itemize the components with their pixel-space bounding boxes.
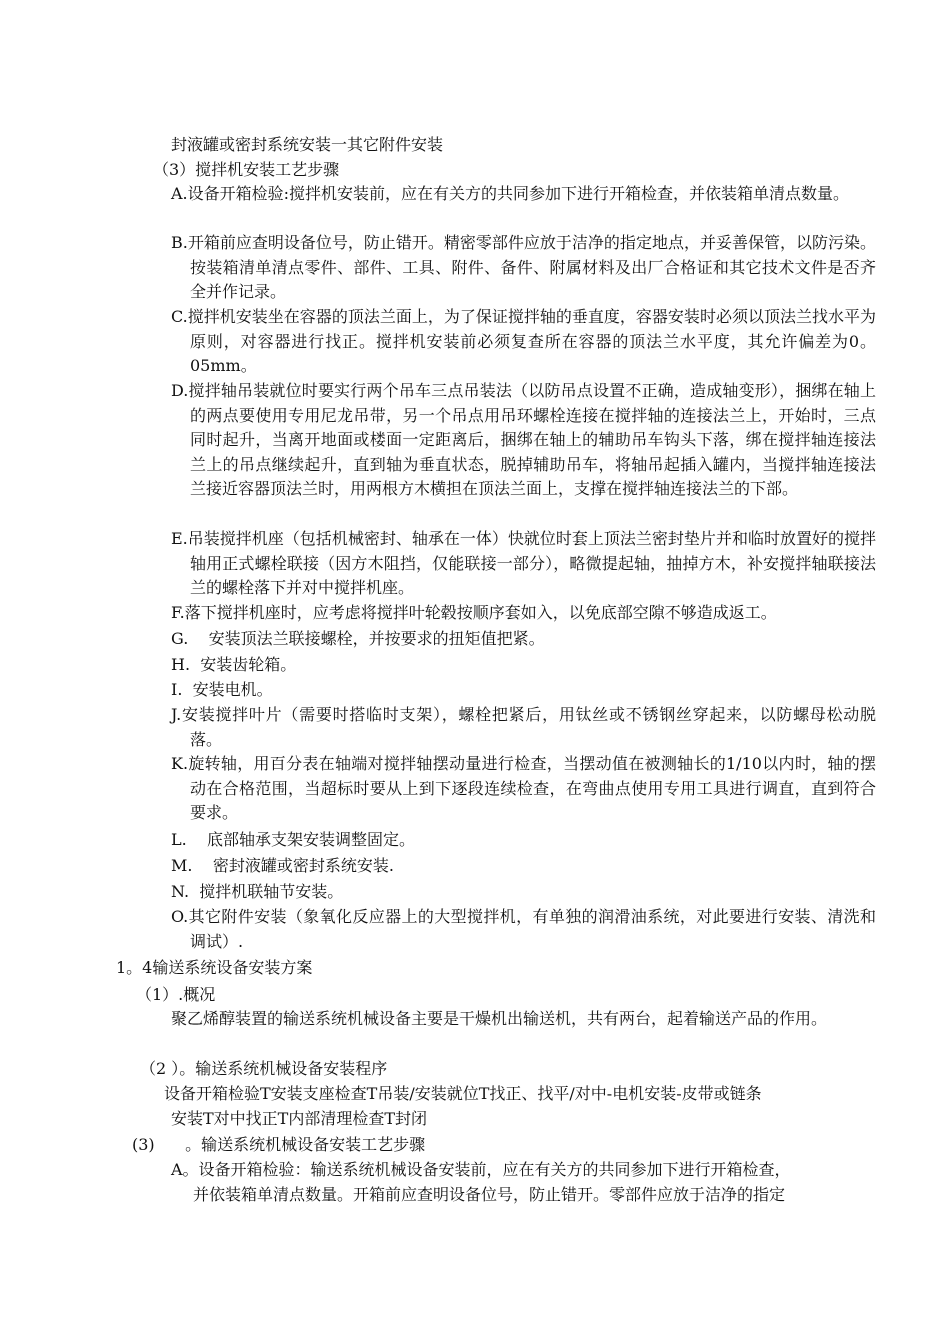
step-e: E.吊装搅拌机座（包括机械密封、轴承在一体）快就位时套上顶法兰密封垫片并和临时放置好的搅拌轴用正式螺栓联接（因方木阻挡，仅能联接一部分），略微提起轴，抽掉方木，补安搅拌轴联接法兰的螺栓落下并对中搅拌机座。: [171, 529, 876, 597]
subsection-heading: （1）.概况: [136, 985, 216, 1004]
step-n: N. 搅拌机联轴节安装。: [171, 882, 344, 901]
step-f: F.落下搅拌机座时，应考虑将搅拌叶轮毂按顺序套如入，以免底部空隙不够造成返工。: [171, 603, 777, 622]
step-m: M. 密封液罐或密封系统安装.: [171, 856, 394, 875]
step-o: O.其它附件安装（象氧化反应器上的大型搅拌机，有单独的润滑油系统，对此要进行安装、清洗和调试）.: [171, 907, 876, 951]
step-j: J.安装搅拌叶片（需要时搭临时支架），螺栓把紧后，用钛丝或不锈钢丝穿起来，以防螺母松动脱落。: [171, 705, 876, 749]
step-l: L. 底部轴承支架安装调整固定。: [171, 830, 416, 849]
section-heading: （3）搅拌机安装工艺步骤: [153, 160, 340, 179]
step-d: D.搅拌轴吊装就位时要实行两个吊车三点吊装法（以防吊点设置不正确，造成轴变形），捆绑在轴上的两点要使用专用尼龙吊带，另一个吊点用吊环螺栓连接在搅拌轴的连接法兰上，开始时，三点同时起升，当离开地面或楼面一定距离后，捆绑在轴上的辅助吊车钩头下落，绑在搅拌轴连接法兰上的吊点继续起升，直到轴为垂直状态，脱掉辅助吊车，将轴吊起插入罐内，当搅拌轴连接法兰接近容器顶法兰时，用两根方木横担在顶法兰面上，支撑在搅拌轴连接法兰的下部。: [171, 381, 876, 498]
step-k: K.旋转轴，用百分表在轴端对搅拌轴摆动量进行检查，当摆动值在被测轴长的1/10以内时，轴的摆动在合格范围，当超标时要从上到下逐段连续检查，在弯曲点使用专用工具进行调直，直到符合要求。: [171, 754, 876, 822]
step-h: H. 安装齿轮箱。: [171, 655, 297, 674]
step-g: G. 安装顶法兰联接螺栓，并按要求的扭矩值把紧。: [171, 629, 545, 648]
step-line: 并依装箱单清点数量。开箱前应查明设备位号，防止错开。零部件应放于洁净的指定: [193, 1185, 786, 1204]
procedure-line: 安装T对中找正T内部清理检查T封闭: [171, 1109, 428, 1128]
subsection-heading: (3) 。输送系统机械设备安装工艺步骤: [132, 1135, 426, 1154]
subsection-heading: （2 ）。输送系统机械设备安装程序: [140, 1059, 388, 1078]
step-line: A。设备开箱检验：输送系统机械设备安装前，应在有关方的共同参加下进行开箱检查，: [171, 1160, 791, 1179]
step-b: B.开箱前应查明设备位号，防止错开。精密零部件应放于洁净的指定地点，并妥善保管，以防污染。按装箱清单清点零件、部件、工具、附件、备件、附属材料及出厂合格证和其它技术文件是否齐全并作记录。: [171, 233, 876, 301]
text-line: 封液罐或密封系统安装一其它附件安装: [171, 135, 444, 154]
procedure-line: 设备开箱检验T安装支座检查T吊装/安装就位T找正、找平/对中-电机安装-皮带或链条: [164, 1084, 762, 1103]
overview-text: 聚乙烯醇装置的输送系统机械设备主要是干燥机出输送机，共有两台，起着输送产品的作用。: [171, 1009, 828, 1028]
step-a: A.设备开箱检验:搅拌机安装前，应在有关方的共同参加下进行开箱检查，并依装箱单清点数量。: [171, 184, 850, 203]
step-c: C.搅拌机安装坐在容器的顶法兰面上，为了保证搅拌轴的垂直度，容器安装时必须以顶法兰找水平为原则，对容器进行找正。搅拌机安装前必须复查所在容器的顶法兰水平度，其允许偏差为0。05mm。: [171, 307, 876, 375]
section-title: 1。4输送系统设备安装方案: [116, 958, 313, 977]
step-i: I. 安装电机。: [171, 680, 273, 699]
